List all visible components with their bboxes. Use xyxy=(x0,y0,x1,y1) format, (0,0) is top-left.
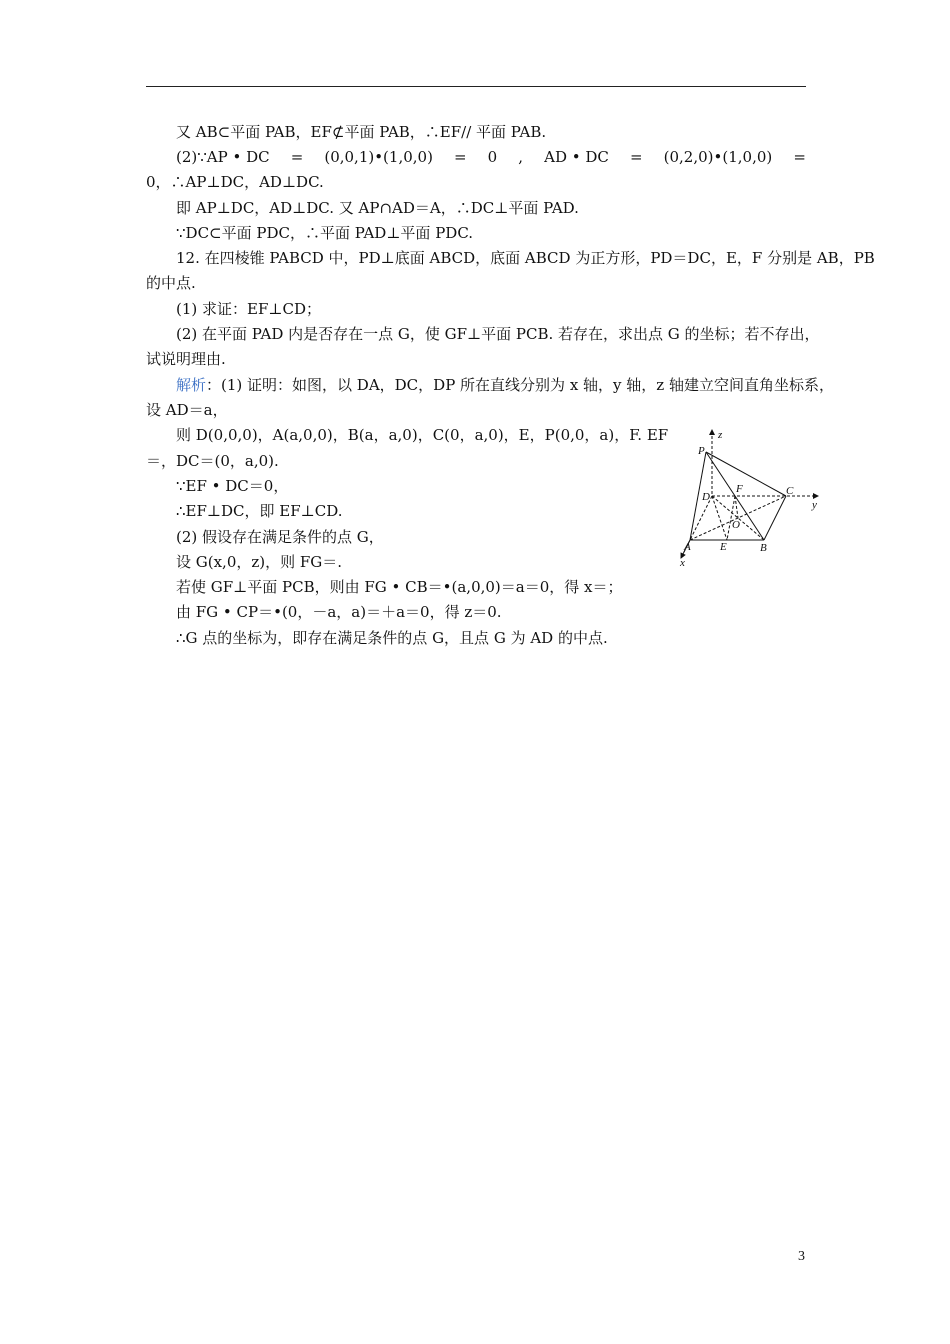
text-segment: (2)∵AP • DC xyxy=(176,148,270,166)
edge-BC xyxy=(764,496,786,540)
text-segment: (0,0,1)•(1,0,0) xyxy=(324,148,433,166)
text-line-justified xyxy=(176,147,806,167)
text-line: 即 AP⊥DC，AD⊥DC. 又 AP∩AD＝A，∴DC⊥平面 PAD. xyxy=(176,199,579,217)
label-O: O xyxy=(732,519,740,531)
text-segment: , xyxy=(518,148,524,166)
edge-PC xyxy=(706,452,786,496)
text-segment: = xyxy=(793,148,806,166)
page-number: 3 xyxy=(798,1249,805,1264)
text-line: ∵EF • DC＝0， xyxy=(176,477,289,495)
segment-FE xyxy=(727,496,735,540)
analysis-label: 解析 xyxy=(176,376,207,394)
text-line: 的中点. xyxy=(146,274,196,292)
text-line: 若使 GF⊥平面 PCB，则由 FG • CB＝•(a,0,0)＝a＝0，得 x＝； xyxy=(176,578,623,596)
text-line: (2) 在平面 PAD 内是否存在一点 G，使 GF⊥平面 PCB. 若存在，求出点 G 的坐标；若不存出， xyxy=(176,325,820,343)
text-line: (2) 假设存在满足条件的点 G， xyxy=(176,528,384,546)
label-E: E xyxy=(720,541,727,553)
text-line: 又 AB⊂平面 PAB，EF⊄平面 PAB，∴EF// 平面 PAB. xyxy=(176,123,547,141)
label-B: B xyxy=(760,542,767,554)
text-line: (1) 求证：EF⊥CD； xyxy=(176,300,321,318)
label-A: A xyxy=(684,541,691,553)
header-rule xyxy=(146,86,806,87)
text-line: 设 AD＝a， xyxy=(146,401,228,419)
text-segment: = xyxy=(454,148,467,166)
segment-DE xyxy=(712,496,727,540)
text-line: ∴G 点的坐标为，即存在满足条件的点 G，且点 G 为 AD 的中点. xyxy=(176,629,608,647)
analysis-line xyxy=(176,375,834,395)
text-line: 设 G(x,0，z)，则 FG＝. xyxy=(176,553,343,571)
text-segment: AD • DC xyxy=(544,148,609,166)
text-segment: ：(1) 证明：如图，以 DA，DC，DP 所在直线分别为 x 轴，y 轴，z 轴建立空间直角坐标系， xyxy=(206,376,834,394)
label-D: D xyxy=(702,491,710,503)
problem-statement: 12. 在四棱锥 PABCD 中，PD⊥底面 ABCD，底面 ABCD 为正方形，PD＝DC，E，F 分别是 AB，PB xyxy=(176,249,875,267)
label-P: P xyxy=(698,445,705,457)
text-line: 由 FG • CP＝•(0，－a，a)＝＋a＝0，得 z＝0. xyxy=(176,603,502,621)
text-line: ∴EF⊥DC，即 EF⊥CD. xyxy=(176,502,343,520)
pyramid-diagram xyxy=(672,424,822,572)
label-z: z xyxy=(718,429,723,441)
label-x: x xyxy=(680,557,685,569)
text-line: 0，∴AP⊥DC，AD⊥DC. xyxy=(146,173,324,191)
text-line: ∵DC⊂平面 PDC，∴平面 PAD⊥平面 PDC. xyxy=(176,224,474,242)
label-F: F xyxy=(736,483,743,495)
text-segment: (0,2,0)•(1,0,0) xyxy=(663,148,773,166)
text-line: 则 D(0,0,0)，A(a,0,0)，B(a，a,0)，C(0，a,0)，E，P(0,0，a)，F. EF xyxy=(176,426,669,444)
text-segment: = xyxy=(290,148,304,166)
text-line: ＝，DC＝(0，a,0). xyxy=(146,452,279,470)
text-segment: = xyxy=(629,148,643,166)
text-segment: 0 xyxy=(487,148,498,166)
label-C: C xyxy=(786,485,794,497)
label-y: y xyxy=(812,499,817,511)
text-line: 试说明理由. xyxy=(146,350,226,368)
